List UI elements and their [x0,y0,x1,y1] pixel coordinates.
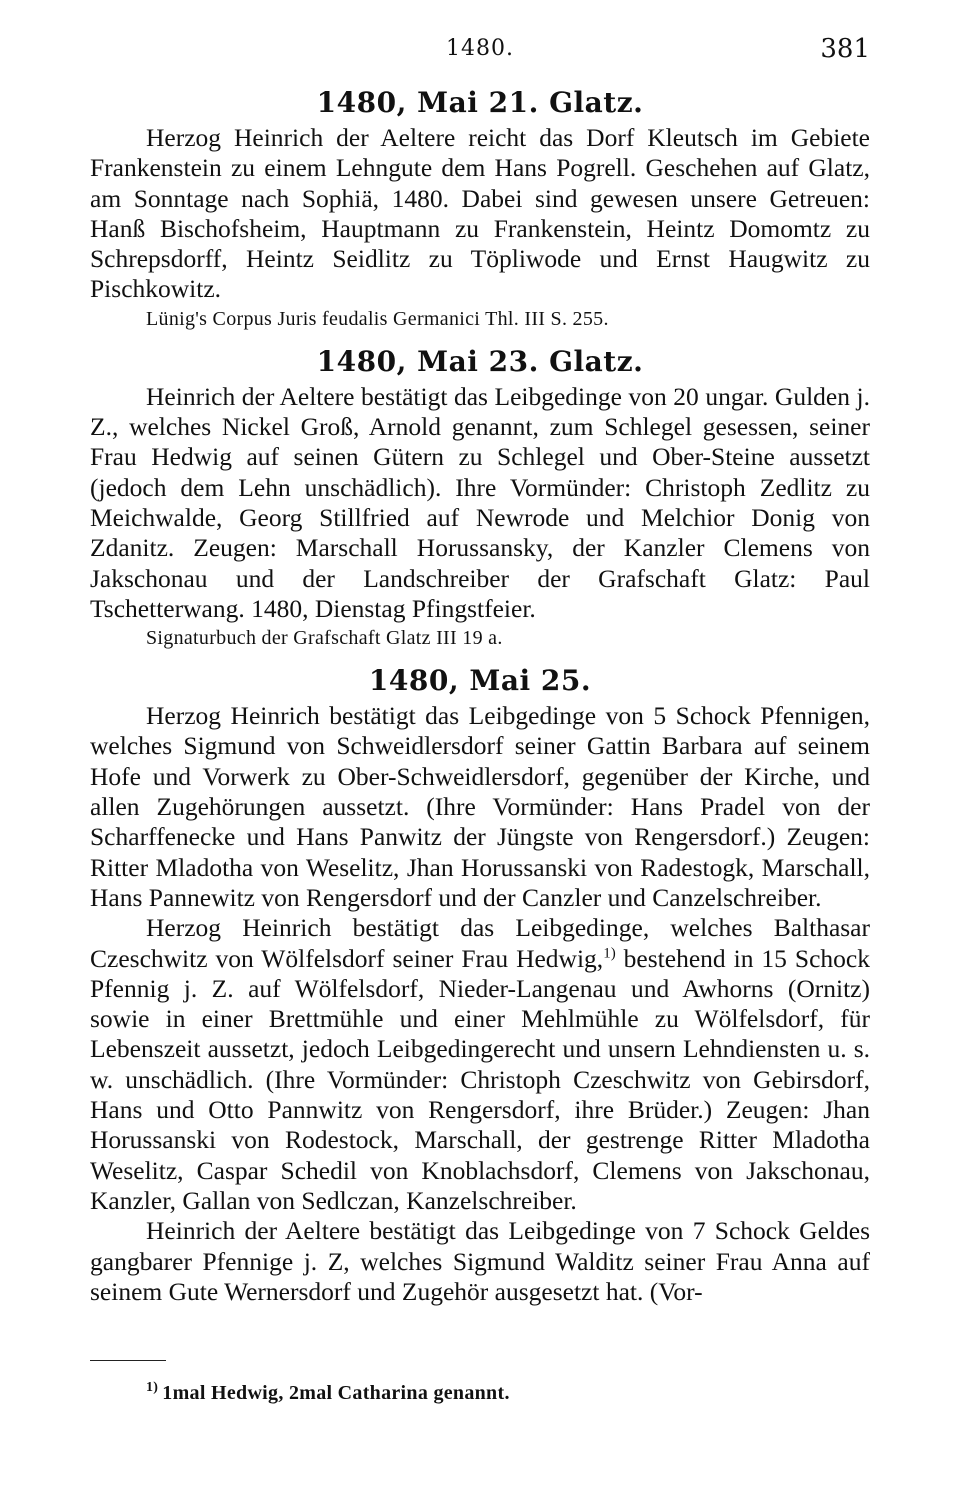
entry-paragraph: Herzog Heinrich der Aeltere reicht das Dorf Kleutsch im Gebiete Frankenstein zu einem Lehngute dem Hans Pogrell. Geschehen auf Glatz, am Sonntage nach Sophiä, 1480. Dabei sind gewesen unsere Getreuen: Hanß Bischofsheim, Hauptmann zu Frankenstein, Heintz Domomtz zu Schrepsdorff, Heintz Seidlitz zu Töpliwode und Ernst Haugwitz zu Pischkowitz. [90,123,870,304]
entry-paragraph: Herzog Heinrich bestätigt das Leibgedinge von 5 Schock Pfennigen, welches Sigmund von Schweidlersdorf seiner Gattin Barbara auf seinem Hofe und Vorwerk zu Ober-Schweidlersdorf, gegenüber der Kirche, und allen Zugehörungen aussetzt. (Ihre Vormünder: Hans Pradel von der Scharffenecke und Hans Panwitz der Jüngste von Rengersdorf.) Zeugen: Ritter Mladotha von Weselitz, Jhan Horussanski von Radestogk, Marschall, Hans Pannewitz von Rengersdorf und der Canzler und Canzelschreiber. [90,701,870,912]
entry-paragraph: Heinrich der Aeltere bestätigt das Leibgedinge von 20 ungar. Gulden j. Z., welches Nickel Groß, Arnold genannt, zum Schlegel gesessen, seiner Frau Hedwig auf seinen Gütern zu Schlegel und Ober-Steine aussetzt (jedoch dem Lehn unschädlich). Ihre Vormünder: Christoph Zedlitz zu Meichwalde, Georg Stillfried auf Newrode und Melchior Donig von Zdanitz. Zeugen: Marschall Horussansky, der Kanzler Clemens von Jakschonau und der Landschreiber der Grafschaft Glatz: Paul Tschetterwang. 1480, Dienstag Pfingstfeier. [90,381,870,623]
footnote-divider [90,1360,166,1361]
entry-paragraph: Heinrich der Aeltere bestätigt das Leibgedinge von 7 Schock Geldes gangbarer Pfennige j. Z, welches Sigmund Walditz seiner Frau Anna auf seinem Gute Wernersdorf und Zugehör ausgesetzt hat. (Vor- [90,1216,870,1306]
footnote [146,1382,510,1405]
footnote-mark: 1) [146,1380,159,1396]
entry-heading: 1480, Mai 25. [368,664,592,698]
paragraph-text-continued: bestehend in 15 Schock Pfennig j. Z. auf Wölfelsdorf, Nieder-Langenau und Awhorns (Ornitz) sowie in einer Brettmühle und einer Mehlmühle zu Wölfelsdorf, für Lebenszeit aussetzt, jedoch Leibgedingerecht und unsern Lehndiensten u. s. w. unschädlich. (Ihre Vormünder: Christoph Czeschwitz von Gebirsdorf, Hans und Otto Pannwitz von Rengersdorf, ihre Brüder.) Zeugen: Jhan Horussanski von Rodestock, Marschall, der gestrenge Ritter Mladotha Weselitz, Caspar Schedil von Knoblachsdorf, Clemens von Jakschonau, Kanzler, Gallan von Sedlczan, Kanzelschreiber. [90,943,870,1215]
page-number: 381 [820,34,870,64]
entry-1480-mai-23 [90,345,870,652]
entry-heading: 1480, Mai 23. Glatz. [316,344,644,378]
entry-1480-mai-25 [90,664,870,1307]
entry-heading: 1480, Mai 21. Glatz. [316,86,644,119]
running-head [90,30,870,74]
footnote-reference: 1) [603,945,616,962]
footnote-text: 1mal Hedwig, 2mal Catharina genannt. [162,1382,510,1404]
book-page [90,30,870,1460]
entry-1480-mai-21 [90,86,870,333]
source-citation: Lünig's Corpus Juris feudalis Germanici Thl. III S. 255. [146,307,609,330]
source-citation: Signaturbuch der Grafschaft Glatz III 19 a. [146,627,503,650]
entry-paragraph-with-footnote [90,913,870,1216]
paragraph-text: Herzog Heinrich bestätigt das Leibgedinge, welches Balthasar Czeschwitz von Wölfelsdorf seiner Frau Hedwig, [90,913,870,973]
running-head-year: 1480. [446,36,514,61]
